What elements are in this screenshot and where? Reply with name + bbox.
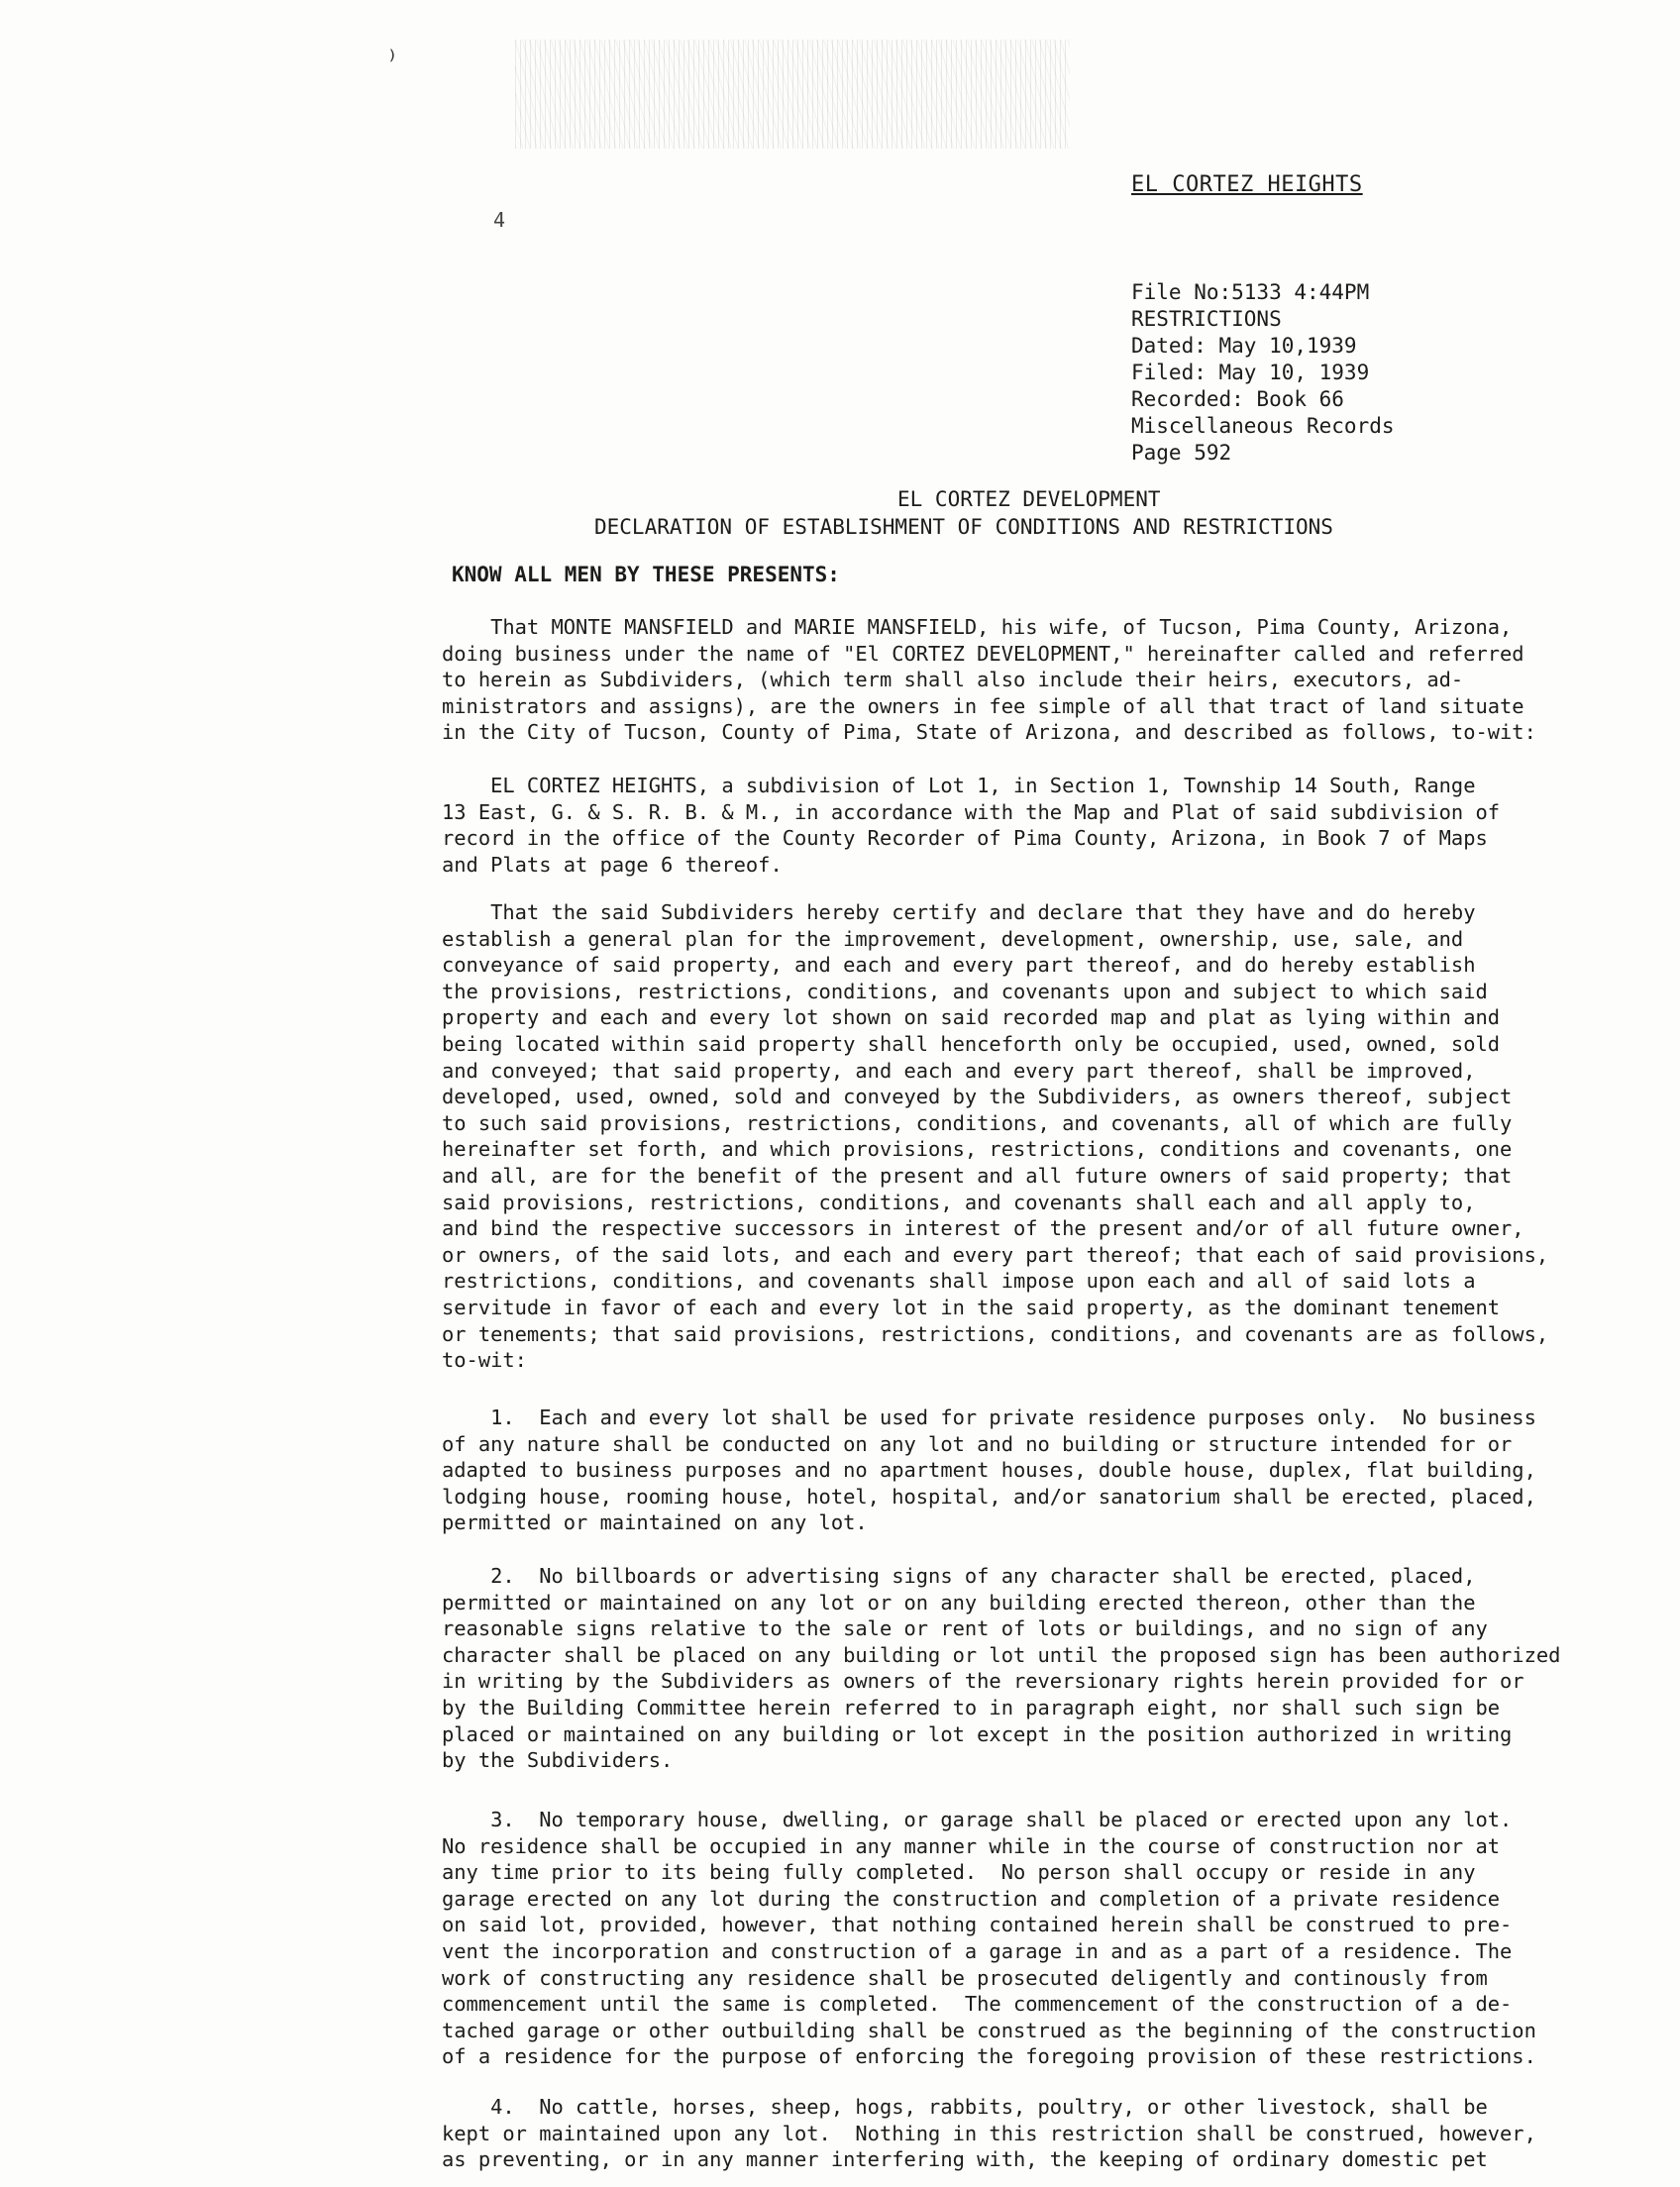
file-type: RESTRICTIONS: [1131, 307, 1282, 331]
file-records: Miscellaneous Records: [1131, 414, 1395, 438]
file-page: Page 592: [1131, 441, 1232, 465]
document-title: EL CORTEZ HEIGHTS: [1131, 172, 1363, 197]
restriction-1: 1. Each and every lot shall be used for private residence purposes only. No business of any nature shall be conducted on any lot and no building or structure intended for or adapted to business purposes and no apartment houses, double house, duplex, flat building, lodging house, rooming house, hotel, hospital, and/or sanatorium shall be erected, placed, permitted or maintained on any lot.: [442, 1406, 1536, 1535]
declaration-heading: DECLARATION OF ESTABLISHMENT OF CONDITIONS AND RESTRICTIONS: [594, 515, 1333, 539]
owners-paragraph: That MONTE MANSFIELD and MARIE MANSFIELD, his wife, of Tucson, Pima County, Arizona, doing business under the name of "El CORTEZ DEVELOPMENT," hereinafter called and referred to herein as Subdividers, (which term shall also include their heirs, executors, ad- ministrators and assigns), are the owners in fee simple of all that tract of land situate in the City of Tucson, County of Pima, State of Arizona, and described as follows, to-wit:: [442, 615, 1536, 745]
file-number: File No:5133 4:44PM: [1131, 280, 1370, 304]
declaration-paragraph: That the said Subdividers hereby certify and declare that they have and do hereby establish a general plan for the improvement, development, ownership, use, sale, and conveyance of said property, and each and every part thereof, and do hereby establish the provisions, restrictions, conditions, and covenants upon and subject to which said property and each and every lot shown on said recorded map and plat as lying within and being located within said property shall henceforth only be occupied, used, owned, sold and conveyed; that said property, and each and every part thereof, shall be improved, developed, used, owned, sold and conveyed by the Subdividers, as owners thereof, subject to such said provisions, restrictions, conditions, and covenants, all of which are fully hereinafter set forth, and which provisions, restrictions, conditions and covenants, one and all, are for the benefit of the present and all future owners of said property; that said provisions, restrictions, conditions, and covenants shall each and all apply to, and bind the respective successors in interest of the present and/or of all future owner, or owners, of the said lots, and each and every part thereof; that each of said provisions, restrictions, conditions, and covenants shall impose upon each and all of said lots a servitude in favor of each and every lot in the said property, as the dominant tenement or tenements; that said provisions, restrictions, conditions, and covenants are as follows, to-wit:: [442, 900, 1549, 1373]
know-all-men-heading: KNOW ALL MEN BY THESE PRESENTS:: [452, 563, 840, 586]
file-filed: Filed: May 10, 1939: [1131, 361, 1370, 384]
scan-noise: [515, 40, 1070, 149]
legal-description-paragraph: EL CORTEZ HEIGHTS, a subdivision of Lot 1, in Section 1, Township 14 South, Range 13 East, G. & S. R. B. & M., in accordance with the Map and Plat of said subdivision of record in the office of the County Recorder of Pima County, Arizona, in Book 7 of Maps and Plats at page 6 thereof.: [442, 774, 1501, 877]
file-info-block: [1131, 279, 1395, 467]
restriction-4: 4. No cattle, horses, sheep, hogs, rabbits, poultry, or other livestock, shall be kept or maintained upon any lot. Nothing in this restriction shall be construed, however, as preventing, or in any manner interfering with, the keeping of ordinary domestic pet: [442, 2095, 1536, 2172]
file-recorded: Recorded: Book 66: [1131, 387, 1344, 411]
side-mark: 4: [493, 208, 506, 232]
restriction-2: 2. No billboards or advertising signs of any character shall be erected, placed, permitted or maintained on any lot or on any building erected thereon, other than the reasonable signs relative to the sale or rent of lots or buildings, and no sign of any character shall be placed on any building or lot until the proposed sign has been authorized in writing by the Subdividers as owners of the reversionary rights herein provided for or by the Building Committee herein referred to in paragraph eight, nor shall such sign be placed or maintained on any building or lot except in the position authorized in writing by the Subdividers.: [442, 1564, 1561, 1773]
development-heading: EL CORTEZ DEVELOPMENT: [897, 487, 1161, 511]
restriction-3: 3. No temporary house, dwelling, or garage shall be placed or erected upon any lot. No residence shall be occupied in any manner while in the course of construction nor at any time prior to its being fully completed. No person shall occupy or reside in any garage erected on any lot during the construction and completion of a private residence on said lot, provided, however, that nothing contained herein shall be construed to pre- vent the incorporation and construction of a garage in and as a part of a residence. The work of constructing any residence shall be prosecuted deligently and continously from commencement until the same is completed. The commencement of the construction of a de- tached garage or other outbuilding shall be construed as the beginning of the construction of a residence for the purpose of enforcing the foregoing provision of these restrictions.: [442, 1808, 1536, 2069]
margin-mark: ⁾: [384, 46, 400, 75]
file-dated: Dated: May 10,1939: [1131, 334, 1357, 358]
